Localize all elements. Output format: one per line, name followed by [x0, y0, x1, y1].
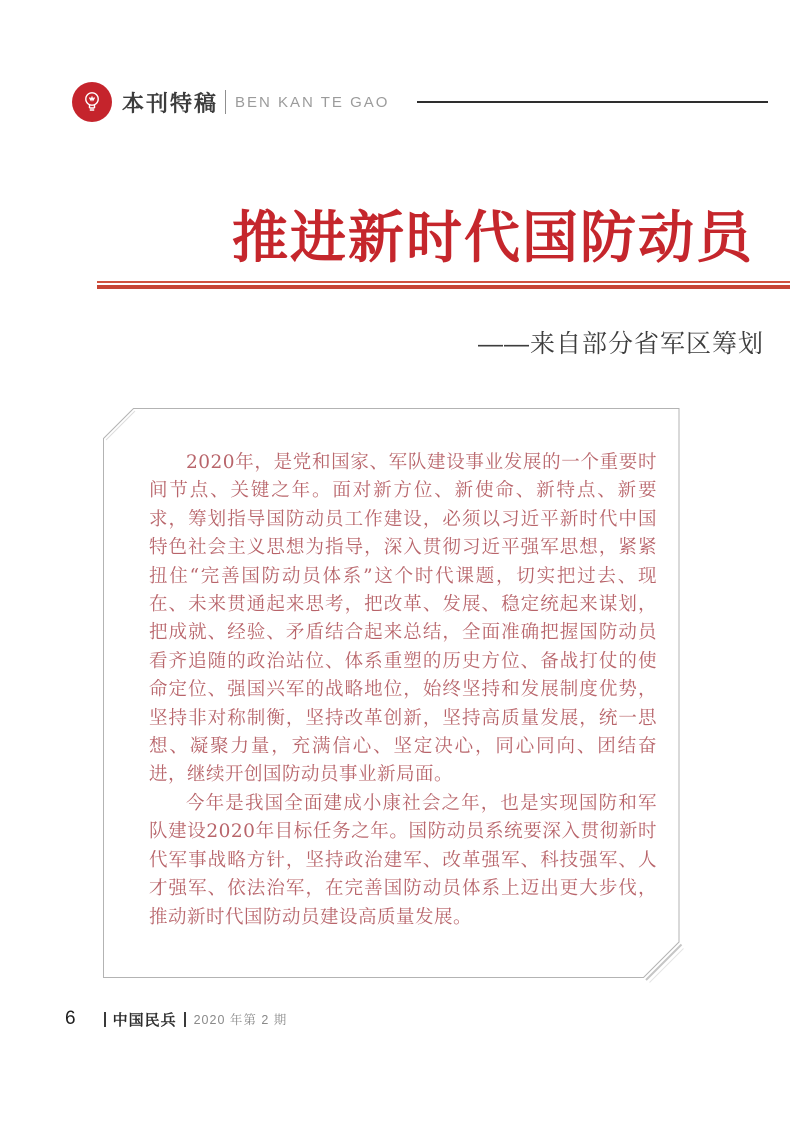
footer-divider — [104, 1012, 106, 1027]
rule-thin-line — [97, 281, 790, 283]
paragraph: 2020年，是党和国家、军队建设事业发展的一个重要时间节点、关键之年。面对新方位、新使命、新特点、新要求，筹划指导国防动员工作建设，必须以习近平新时代中国特色社会主义思想为指导，深入贯彻习近平强军思想，紧紧扭住“完善国防动员体系”这个时代课题，切实把过去、现在、未来贯通起来思考，把改革、发展、稳定统起来谋划，把成就、经验、矛盾结合起来总结，全面准确把握国防动员看齐追随的政治站位、体系重塑的历史方位、备战打仗的使命定位、强国兴军的战略地位，始终坚持和发展制度优势，坚持非对称制衡，坚持改革创新，坚持高质量发展，统一思想、凝聚力量，充满信心、坚定决心，同心同向、团结奋进，继续开创国防动员事业新局面。 — [149, 452, 657, 786]
page-footer — [65, 1008, 287, 1030]
header-rule-line — [417, 101, 768, 103]
article-title: 推进新时代国防动员 — [232, 208, 754, 270]
article-subtitle: ——来自部分省军区筹划 — [477, 330, 764, 358]
rule-thick-line — [97, 285, 790, 289]
header-divider — [225, 90, 226, 114]
footer-divider — [184, 1012, 186, 1027]
article-body — [149, 449, 657, 932]
paragraph: 今年是我国全面建成小康社会之年，也是实现国防和军队建设2020年目标任务之年。国防动员系统要深入贯彻新时代军事战略方针，坚持政治建军、改革强军、科技强军、人才强军、依法治军，在完善国防动员体系上迈出更大步伐，推动新时代国防动员建设高质量发展。 — [149, 792, 657, 928]
lightbulb-icon — [72, 82, 112, 122]
section-title: 本刊特稿 — [122, 90, 219, 116]
journal-name: 中国民兵 — [112, 1011, 177, 1029]
page-number: 6 — [65, 1008, 76, 1029]
title-underline-rule — [97, 281, 790, 289]
section-header — [72, 82, 768, 122]
section-title-pinyin: BEN KAN TE GAO — [235, 93, 390, 111]
issue-label: 2020 年第 2 期 — [193, 1013, 288, 1027]
